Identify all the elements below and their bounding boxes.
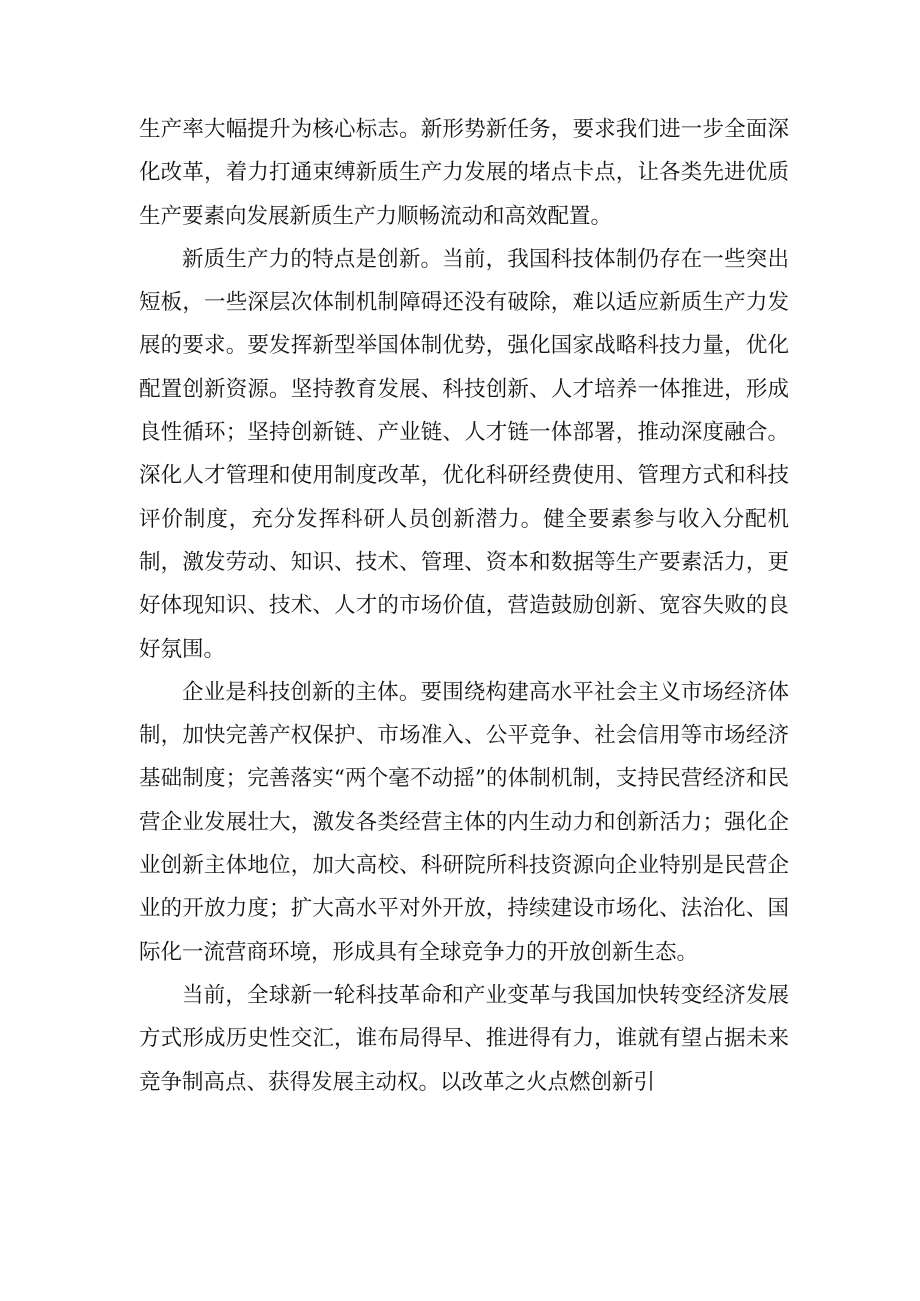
document-body — [139, 108, 789, 1104]
paragraph-1: 生产率大幅提升为核心标志。新形势新任务，要求我们进一步全面深化改革，着力打通束缚新质生产力发展的堵点卡点，让各类先进优质生产要素向发展新质生产力顺畅流动和高效配置。 — [139, 117, 789, 229]
paragraph-4: 当前，全球新一轮科技革命和产业变革与我国加快转变经济发展方式形成历史性交汇，谁布局得早、推进得有力，谁就有望占据未来竞争制高点、获得发展主动权。以改革之火点燃创新引 — [139, 982, 789, 1095]
paragraph-3: 企业是科技创新的主体。要围绕构建高水平社会主义市场经济体制，加快完善产权保护、市场准入、公平竞争、社会信用等市场经济基础制度；完善落实“两个毫不动摇”的体制机制，支持民营经济和民营企业发展壮大，激发各类经营主体的内生动力和创新活力；强化企业创新主体地位，加大高校、科研院所科技资源向企业特别是民营企业的开放力度；扩大高水平对外开放，持续建设市场化、法治化、国际化一流营商环境，形成具有全球竞争力的开放创新生态。 — [139, 679, 789, 965]
paragraph-2: 新质生产力的特点是创新。当前，我国科技体制仍存在一些突出短板，一些深层次体制机制障碍还没有破除，难以适应新质生产力发展的要求。要发挥新型举国体制优势，强化国家战略科技力量，优化配置创新资源。坚持教育发展、科技创新、人才培养一体推进，形成良性循环；坚持创新链、产业链、人才链一体部署，推动深度融合。深化人才管理和使用制度改革，优化科研经费使用、管理方式和科技评价制度，充分发挥科研人员创新潜力。健全要素参与收入分配机制，激发劳动、知识、技术、管理、资本和数据等生产要素活力，更好体现知识、技术、人才的市场价值，营造鼓励创新、宽容失败的良好氛围。 — [139, 246, 789, 662]
